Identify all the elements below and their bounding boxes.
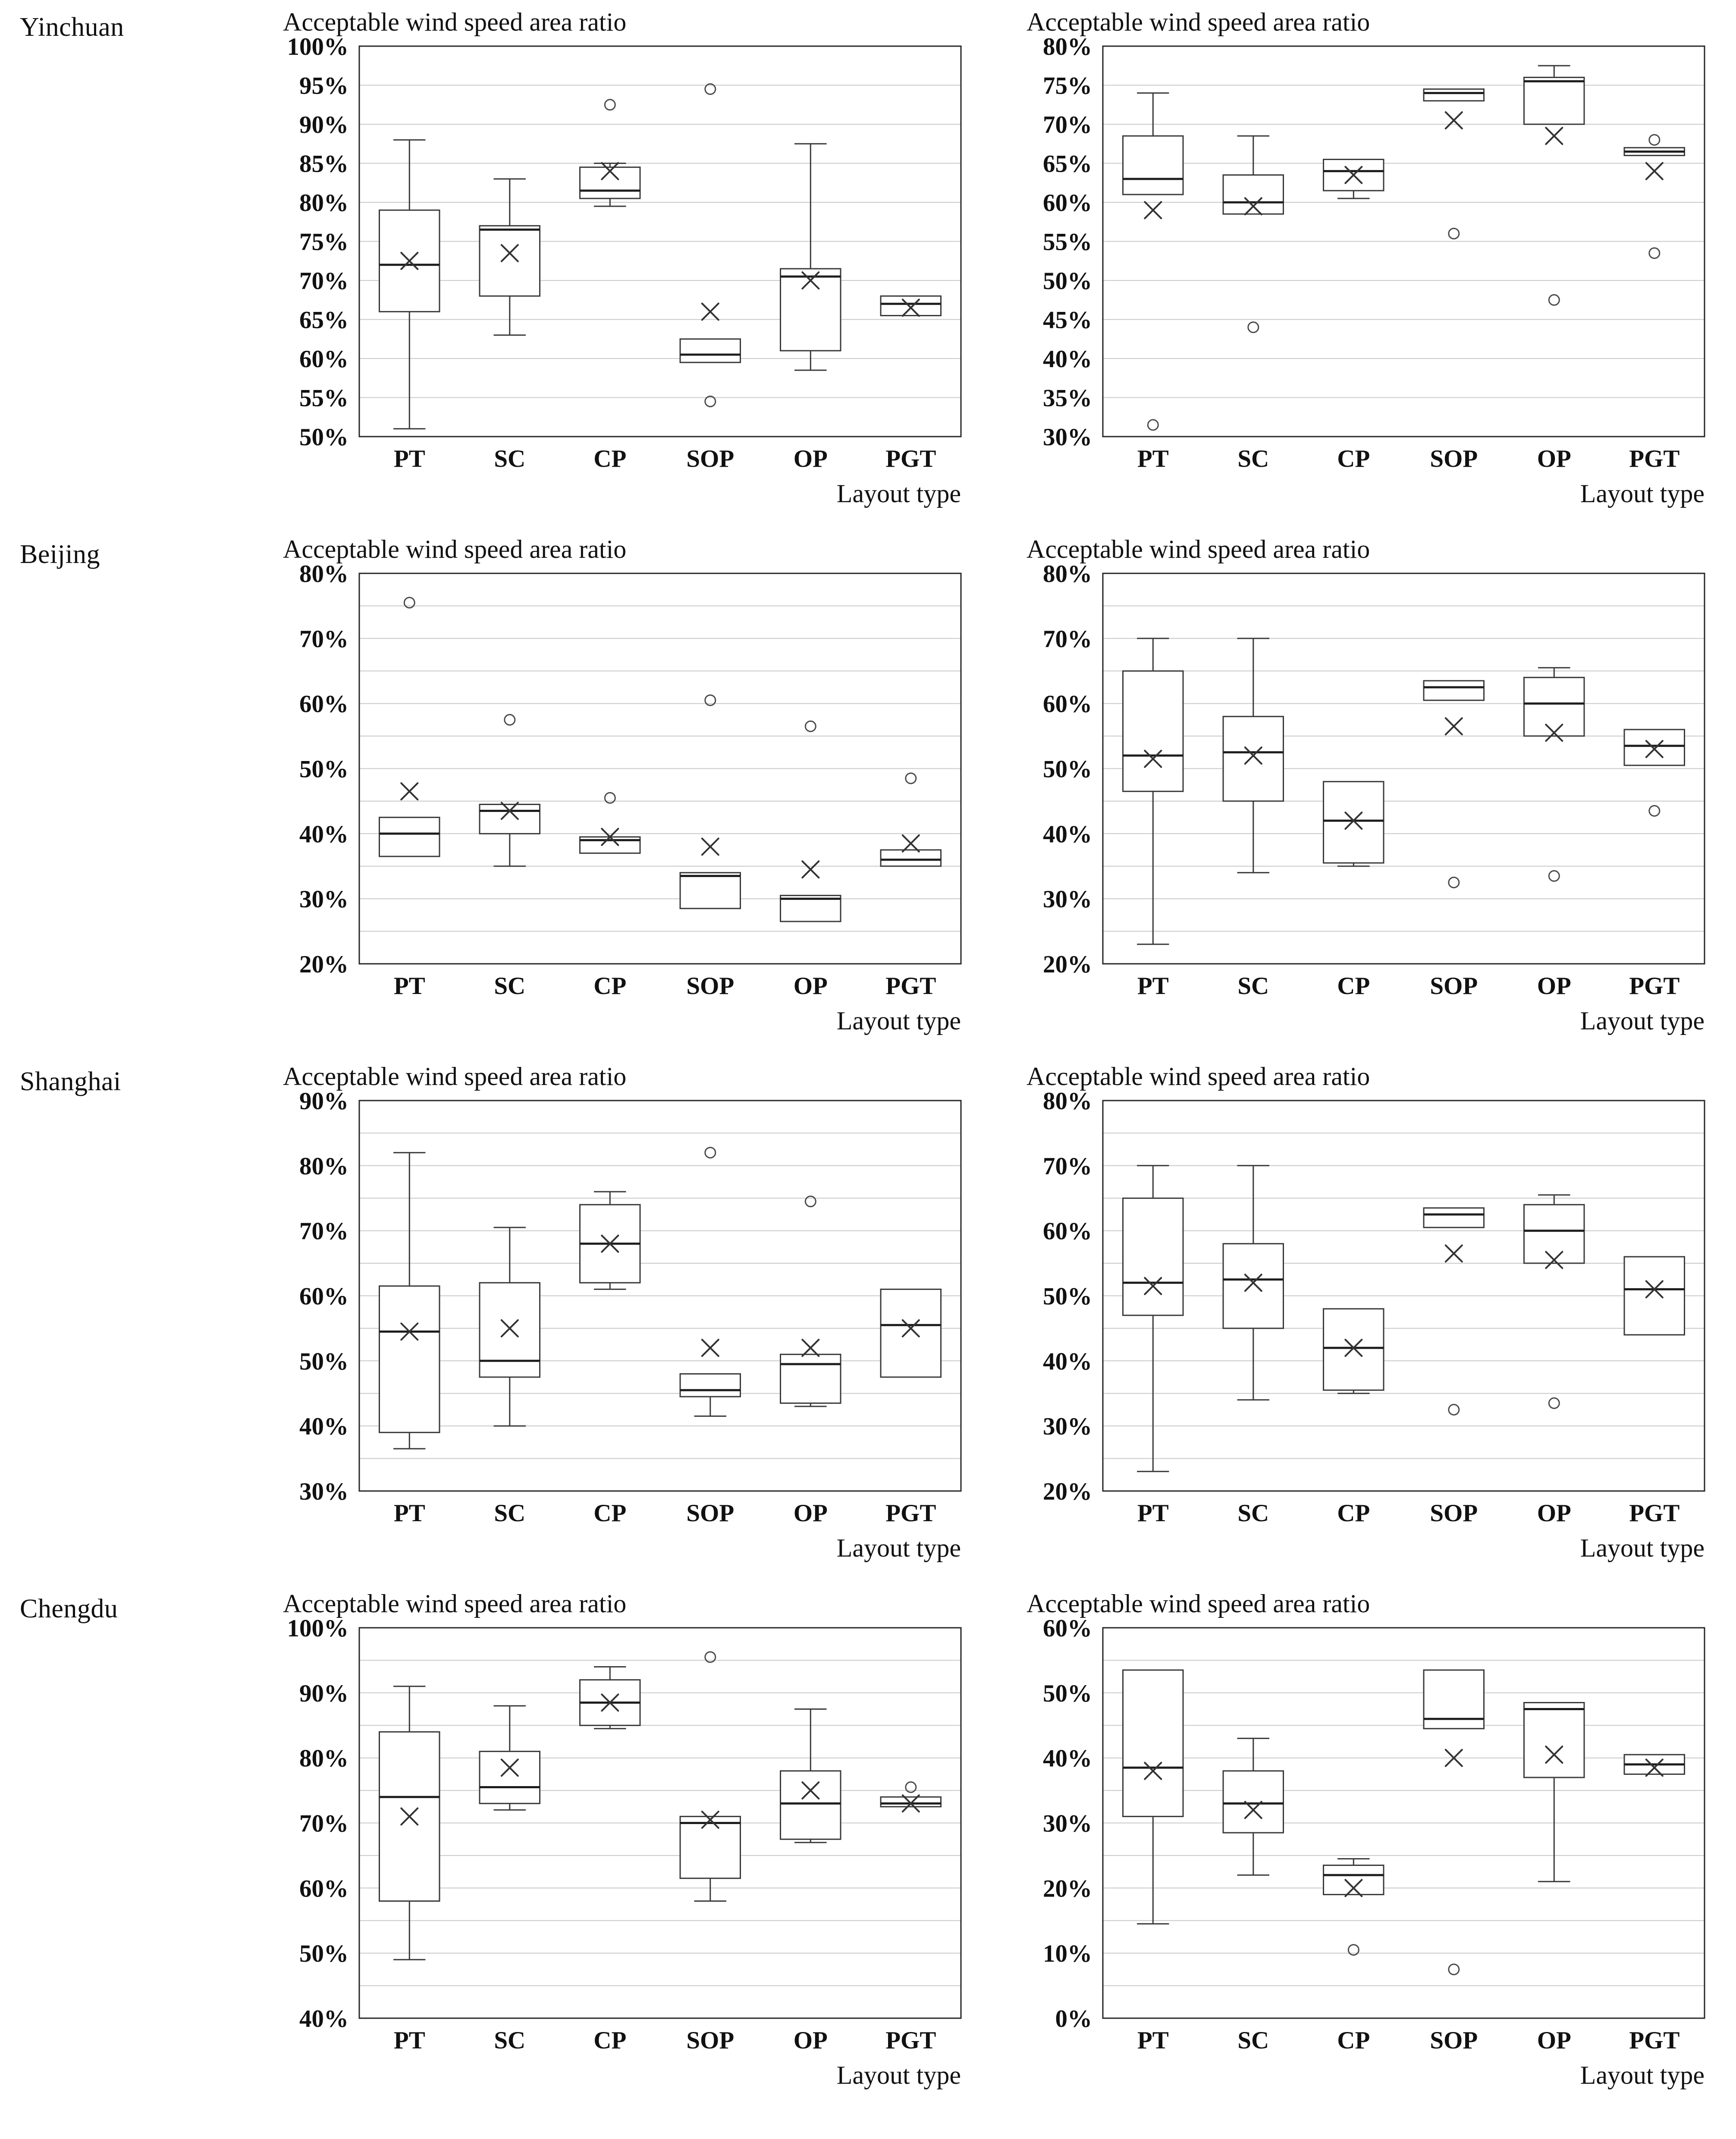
- box-plot-beijing-left: [258, 560, 965, 1037]
- category-label: SC: [494, 972, 526, 1000]
- category-label: PT: [393, 2027, 425, 2054]
- y-tick-label: 20%: [1043, 1875, 1092, 1903]
- y-tick-label: 90%: [299, 111, 348, 138]
- box-group-PT: [1123, 1670, 1183, 1924]
- box-group-OP: [781, 721, 841, 922]
- y-tick-label: 50%: [299, 1348, 348, 1375]
- chart-title: Acceptable wind speed area ratio: [283, 8, 627, 36]
- chart-title: Acceptable wind speed area ratio: [283, 1589, 627, 1618]
- y-tick-label: 50%: [299, 755, 348, 783]
- outlier-point: [1449, 1964, 1459, 1975]
- category-label: SOP: [686, 2027, 735, 2054]
- outlier-point: [1549, 1398, 1559, 1408]
- row-label-yinchuan: Yinchuan: [20, 13, 124, 42]
- category-label: PT: [1137, 972, 1169, 1000]
- box-group-OP: [781, 1196, 841, 1406]
- box-group-OP: [781, 1709, 841, 1843]
- outlier-point: [1549, 871, 1559, 881]
- category-label: SOP: [686, 1500, 735, 1527]
- category-label: SC: [494, 1500, 526, 1527]
- box-group-SC: [1223, 136, 1284, 332]
- figure-row-shanghai: [12, 1062, 1724, 1589]
- box-group-PGT: [881, 1289, 941, 1377]
- box-group-SC: [1223, 1738, 1284, 1875]
- y-tick-label: 40%: [299, 821, 348, 848]
- box-group-PGT: [1624, 730, 1685, 816]
- y-tick-label: 60%: [299, 1875, 348, 1903]
- y-tick-label: 75%: [299, 228, 348, 256]
- box-plot-beijing-right: [1001, 560, 1709, 1037]
- box-group-CP: [1324, 160, 1384, 199]
- category-label: CP: [593, 2027, 627, 2054]
- y-tick-label: 55%: [1043, 228, 1092, 256]
- box-plot-shanghai-left: [258, 1088, 965, 1564]
- category-label: PGT: [1629, 972, 1680, 1000]
- box-group-OP: [1524, 1195, 1585, 1409]
- box-plot-yinchuan-left: [258, 33, 965, 510]
- y-tick-label: 60%: [1043, 1217, 1092, 1245]
- category-label: OP: [793, 2027, 828, 2054]
- category-label: SC: [1237, 1500, 1269, 1527]
- y-tick-label: 60%: [1043, 1615, 1092, 1642]
- x-axis-label: Layout type: [1580, 1007, 1705, 1035]
- category-label: PGT: [885, 1500, 936, 1527]
- x-axis-label: Layout type: [836, 1007, 961, 1035]
- box-group-CP: [1324, 782, 1384, 866]
- chart-title: Acceptable wind speed area ratio: [1027, 535, 1370, 563]
- outlier-point: [605, 100, 615, 110]
- box-group-SOP: [1424, 1208, 1484, 1415]
- box-group-SC: [480, 1706, 540, 1810]
- box-group-SOP: [1424, 1670, 1484, 1975]
- chart-panel-chengdu-left: [258, 1589, 965, 2092]
- box-group-CP: [580, 793, 640, 853]
- y-tick-label: 10%: [1043, 1940, 1092, 1968]
- box-group-PT: [380, 140, 440, 429]
- y-tick-label: 80%: [299, 560, 348, 588]
- category-label: SOP: [686, 972, 735, 1000]
- box-group-SOP: [680, 84, 741, 407]
- figure-row-yinchuan: [12, 8, 1724, 535]
- category-label: CP: [1337, 445, 1370, 472]
- figure-row-chengdu: [12, 1589, 1724, 2117]
- box-group-SOP: [680, 1652, 741, 1901]
- outlier-point: [1449, 228, 1459, 239]
- y-tick-label: 75%: [1043, 72, 1092, 100]
- y-tick-label: 90%: [299, 1680, 348, 1707]
- category-label: OP: [793, 1500, 828, 1527]
- category-label: SC: [1237, 972, 1269, 1000]
- figure-row-beijing: [12, 535, 1724, 1062]
- outlier-point: [1148, 420, 1158, 430]
- box-group-PGT: [881, 773, 941, 866]
- box-group-OP: [1524, 66, 1585, 305]
- x-axis-label: Layout type: [1580, 2061, 1705, 2089]
- outlier-point: [805, 721, 816, 732]
- box-group-SOP: [680, 1148, 741, 1416]
- category-label: SOP: [1430, 445, 1478, 472]
- box-group-SOP: [1424, 681, 1484, 888]
- category-label: PT: [393, 972, 425, 1000]
- box-group-PGT: [881, 296, 941, 316]
- box-group-PGT: [1624, 135, 1685, 258]
- box-group-SOP: [680, 695, 741, 909]
- row-label-shanghai: Shanghai: [20, 1067, 121, 1096]
- y-tick-label: 40%: [1043, 1745, 1092, 1772]
- row-label-beijing: Beijing: [20, 540, 100, 569]
- category-label: PT: [1137, 1500, 1169, 1527]
- box-group-CP: [580, 1667, 640, 1729]
- y-tick-label: 50%: [1043, 1283, 1092, 1310]
- category-label: PGT: [1629, 1500, 1680, 1527]
- y-tick-label: 80%: [299, 1152, 348, 1180]
- y-tick-label: 30%: [1043, 886, 1092, 913]
- box-group-CP: [580, 100, 640, 206]
- category-label: CP: [593, 445, 627, 472]
- y-tick-label: 30%: [299, 1478, 348, 1505]
- y-tick-label: 65%: [299, 306, 348, 334]
- y-tick-label: 20%: [1043, 951, 1092, 978]
- box-group-SC: [1223, 639, 1284, 873]
- y-tick-label: 0%: [1055, 2005, 1092, 2032]
- category-label: SOP: [686, 445, 735, 472]
- y-tick-label: 60%: [299, 690, 348, 718]
- box-group-CP: [1324, 1309, 1384, 1393]
- box-group-PT: [380, 1686, 440, 1960]
- chart-title: Acceptable wind speed area ratio: [283, 1062, 627, 1091]
- chart-title: Acceptable wind speed area ratio: [283, 535, 627, 563]
- category-label: SOP: [1430, 2027, 1478, 2054]
- box-group-CP: [580, 1192, 640, 1289]
- y-tick-label: 70%: [299, 1217, 348, 1245]
- x-axis-label: Layout type: [836, 479, 961, 508]
- y-tick-label: 100%: [287, 1615, 348, 1642]
- category-label: PT: [393, 445, 425, 472]
- chart-title: Acceptable wind speed area ratio: [1027, 1589, 1370, 1618]
- y-tick-label: 80%: [1043, 560, 1092, 588]
- box-group-OP: [1524, 1703, 1585, 1882]
- y-tick-label: 80%: [1043, 33, 1092, 60]
- chart-panel-chengdu-right: [1001, 1589, 1709, 2092]
- y-tick-label: 70%: [1043, 1152, 1092, 1180]
- y-tick-label: 40%: [1043, 346, 1092, 373]
- category-label: CP: [1337, 2027, 1370, 2054]
- box-plot-yinchuan-right: [1001, 33, 1709, 510]
- category-label: OP: [1537, 972, 1571, 1000]
- category-label: OP: [793, 445, 828, 472]
- box-plot-chengdu-left: [258, 1615, 965, 2092]
- category-label: PT: [1137, 2027, 1169, 2054]
- y-tick-label: 40%: [299, 2005, 348, 2032]
- x-axis-label: Layout type: [1580, 1534, 1705, 1562]
- category-label: OP: [1537, 1500, 1571, 1527]
- x-axis-label: Layout type: [836, 2061, 961, 2089]
- y-tick-label: 60%: [1043, 690, 1092, 718]
- outlier-point: [1549, 295, 1559, 305]
- category-label: CP: [593, 1500, 627, 1527]
- y-tick-label: 30%: [1043, 424, 1092, 451]
- box-group-PGT: [881, 1782, 941, 1812]
- outlier-point: [1649, 248, 1660, 258]
- box-group-OP: [1524, 668, 1585, 881]
- y-tick-label: 30%: [1043, 1810, 1092, 1837]
- y-tick-label: 80%: [299, 1745, 348, 1772]
- y-tick-label: 50%: [299, 424, 348, 451]
- category-label: OP: [1537, 445, 1571, 472]
- category-label: CP: [1337, 972, 1370, 1000]
- category-label: SOP: [1430, 972, 1478, 1000]
- box-group-SC: [480, 1227, 540, 1426]
- outlier-point: [1449, 1405, 1459, 1415]
- category-label: PGT: [885, 445, 936, 472]
- chart-title: Acceptable wind speed area ratio: [1027, 8, 1370, 36]
- category-label: SC: [1237, 445, 1269, 472]
- chart-panel-shanghai-right: [1001, 1062, 1709, 1564]
- outlier-point: [1649, 806, 1660, 816]
- y-tick-label: 40%: [1043, 821, 1092, 848]
- y-tick-label: 60%: [299, 346, 348, 373]
- category-label: OP: [1537, 2027, 1571, 2054]
- y-tick-label: 80%: [299, 189, 348, 217]
- outlier-point: [1449, 878, 1459, 888]
- y-tick-label: 30%: [299, 886, 348, 913]
- category-label: PGT: [1629, 2027, 1680, 2054]
- box-plot-chengdu-right: [1001, 1615, 1709, 2092]
- chart-title: Acceptable wind speed area ratio: [1027, 1062, 1370, 1091]
- y-tick-label: 60%: [1043, 189, 1092, 217]
- chart-panel-beijing-right: [1001, 535, 1709, 1037]
- chart-panel-yinchuan-right: [1001, 8, 1709, 510]
- y-tick-label: 30%: [1043, 1413, 1092, 1441]
- box-group-PT: [1123, 93, 1183, 430]
- box-group-PGT: [1624, 1257, 1685, 1335]
- outlier-point: [505, 714, 515, 725]
- row-label-chengdu: Chengdu: [20, 1594, 118, 1623]
- y-tick-label: 85%: [299, 150, 348, 178]
- y-tick-label: 70%: [299, 1810, 348, 1837]
- box-group-CP: [1324, 1859, 1384, 1955]
- chart-panel-yinchuan-left: [258, 8, 965, 510]
- y-tick-label: 50%: [1043, 267, 1092, 295]
- category-label: CP: [593, 972, 627, 1000]
- y-tick-label: 65%: [1043, 150, 1092, 178]
- box-group-SC: [1223, 1166, 1284, 1400]
- box-group-PT: [380, 598, 440, 856]
- y-tick-label: 55%: [299, 384, 348, 412]
- category-label: PT: [1137, 445, 1169, 472]
- y-tick-label: 50%: [1043, 1680, 1092, 1707]
- box-group-SC: [480, 714, 540, 866]
- category-label: PGT: [1629, 445, 1680, 472]
- category-label: OP: [793, 972, 828, 1000]
- chart-panel-shanghai-left: [258, 1062, 965, 1564]
- y-tick-label: 20%: [1043, 1478, 1092, 1505]
- outlier-point: [705, 1148, 716, 1158]
- y-tick-label: 50%: [299, 1940, 348, 1968]
- outlier-point: [1248, 322, 1259, 333]
- box-group-PT: [380, 1153, 440, 1449]
- y-tick-label: 95%: [299, 72, 348, 100]
- category-label: PT: [393, 1500, 425, 1527]
- y-tick-label: 70%: [299, 267, 348, 295]
- y-tick-label: 70%: [1043, 111, 1092, 138]
- box-group-OP: [781, 144, 841, 370]
- y-tick-label: 70%: [1043, 625, 1092, 653]
- y-tick-label: 70%: [299, 625, 348, 653]
- y-tick-label: 50%: [1043, 755, 1092, 783]
- box-group-PGT: [1624, 1755, 1685, 1776]
- box-plot-shanghai-right: [1001, 1088, 1709, 1564]
- chart-panel-beijing-left: [258, 535, 965, 1037]
- category-label: CP: [1337, 1500, 1370, 1527]
- x-axis-label: Layout type: [836, 1534, 961, 1562]
- y-tick-label: 60%: [299, 1283, 348, 1310]
- category-label: SC: [1237, 2027, 1269, 2054]
- y-tick-label: 35%: [1043, 384, 1092, 412]
- y-tick-label: 100%: [287, 33, 348, 60]
- outlier-point: [906, 773, 916, 783]
- y-tick-label: 40%: [1043, 1348, 1092, 1375]
- category-label: SOP: [1430, 1500, 1478, 1527]
- y-tick-label: 20%: [299, 951, 348, 978]
- category-label: PGT: [885, 2027, 936, 2054]
- y-tick-label: 90%: [299, 1088, 348, 1115]
- outlier-point: [1649, 135, 1660, 145]
- x-axis-label: Layout type: [1580, 479, 1705, 508]
- y-tick-label: 40%: [299, 1413, 348, 1441]
- category-label: SC: [494, 445, 526, 472]
- y-tick-label: 45%: [1043, 306, 1092, 334]
- y-tick-label: 80%: [1043, 1088, 1092, 1115]
- category-label: SC: [494, 2027, 526, 2054]
- category-label: PGT: [885, 972, 936, 1000]
- box-group-SOP: [1424, 89, 1484, 239]
